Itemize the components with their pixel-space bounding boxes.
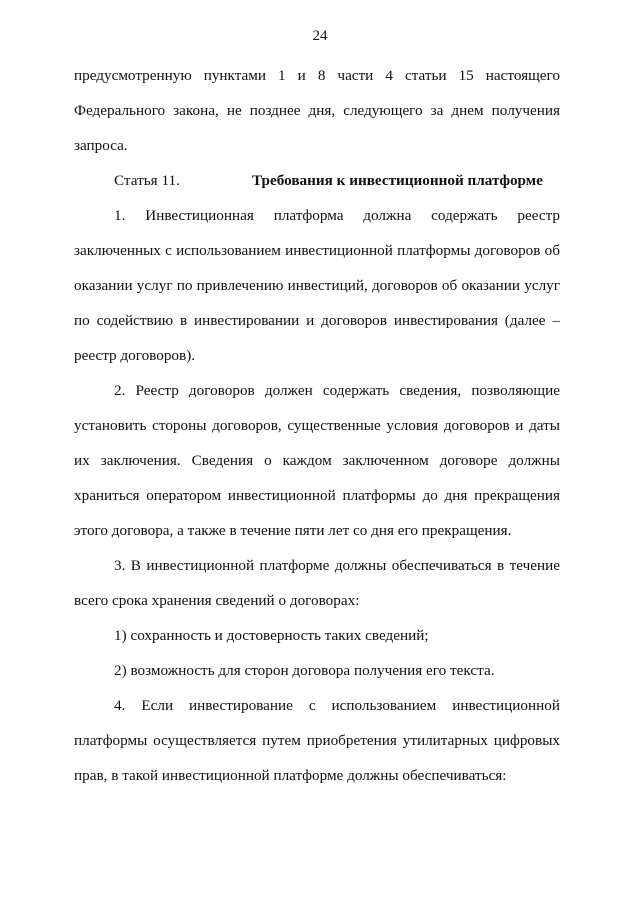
text-line: 2. Реестр договоров должен содержать сведения, позволяющие xyxy=(114,382,560,399)
article-title: Требования к инвестиционной платформе xyxy=(252,172,543,189)
page-number: 24 xyxy=(312,28,328,44)
text-line: предусмотренную пунктами 1 и 8 части 4 статьи 15 настоящего xyxy=(74,67,560,84)
text-line: их заключения. Сведения о каждом заключенном договоре должны xyxy=(74,452,560,469)
text-line: всего срока хранения сведений о договорах: xyxy=(74,592,360,609)
list-item: 1) сохранность и достоверность таких сведений; xyxy=(114,627,429,644)
text-line: этого договора, а также в течение пяти лет со дня его прекращения. xyxy=(74,522,512,539)
article-label: Статья 11. xyxy=(114,172,180,189)
text-line: запроса. xyxy=(74,137,128,154)
document-body xyxy=(74,64,560,799)
text-line: Федерального закона, не позднее дня, следующего за днем получения xyxy=(74,102,560,119)
text-line: прав, в такой инвестиционной платформе должны обеспечиваться: xyxy=(74,767,507,784)
text-line: 4. Если инвестирование с использованием инвестиционной xyxy=(114,697,560,714)
text-line: заключенных с использованием инвестиционной платформы договоров об xyxy=(74,242,560,259)
text-line: храниться оператором инвестиционной платформы до дня прекращения xyxy=(74,487,560,504)
text-line: платформы осуществляется путем приобретения утилитарных цифровых xyxy=(74,732,560,749)
text-line: 3. В инвестиционной платформе должны обеспечиваться в течение xyxy=(114,557,560,574)
text-line: реестр договоров). xyxy=(74,347,196,364)
text-line: по содействию в инвестировании и договоров инвестирования (далее – xyxy=(74,312,560,329)
list-item: 2) возможность для сторон договора получения его текста. xyxy=(114,662,495,679)
text-line: 1. Инвестиционная платформа должна содержать реестр xyxy=(114,207,560,224)
article-heading xyxy=(74,169,560,204)
text-line: оказании услуг по привлечению инвестиций, договоров об оказании услуг xyxy=(74,277,560,294)
text-line: установить стороны договоров, существенные условия договоров и даты xyxy=(74,417,560,434)
